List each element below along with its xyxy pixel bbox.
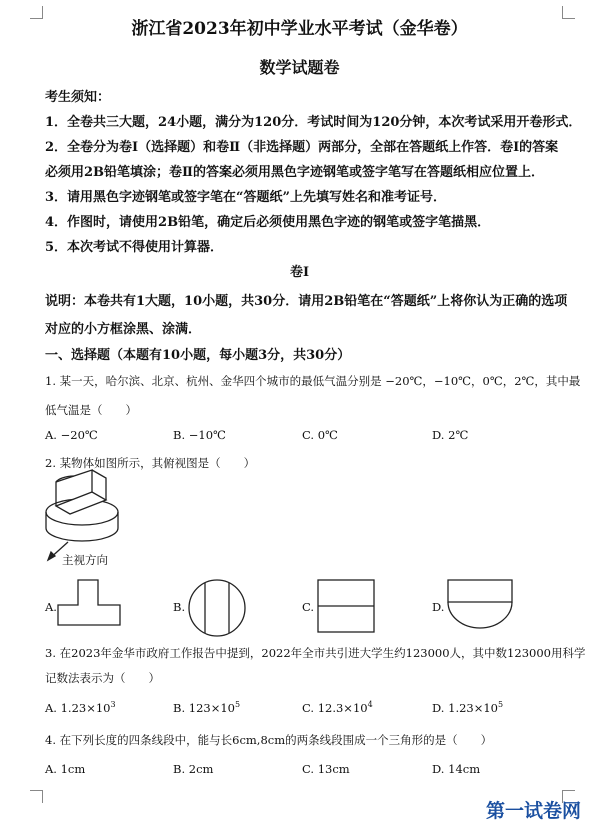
section-desc: 说明：本卷共有1大题，10小题，共30分．请用2B铅笔在“答题纸”上将你认为正确的选项 <box>45 294 568 309</box>
watermark: 第一试卷网 <box>486 800 582 822</box>
option-d: D. <box>432 600 445 614</box>
option-coefficient: B. 123×10 <box>173 700 235 715</box>
option-exponent: 3 <box>110 700 116 709</box>
option-coefficient: C. 12.3×10 <box>302 700 368 715</box>
section-heading: 一、选择题（本题有10小题，每小题3分，共30分） <box>45 348 351 363</box>
notice-heading: 考生须知： <box>45 90 111 105</box>
question-stem: 3. 在2023年金华市政府工作报告中提到，2022年全市共引进大学生约123000人，其中数123000用科学 <box>45 646 586 660</box>
option-c: C. 13cm <box>302 762 350 776</box>
option-b: B. −10℃ <box>173 428 226 442</box>
notice-line: 必须用2B铅笔填涂；卷Ⅱ的答案必须用黑色字迹钢笔或签字笔写在答题纸相应位置上． <box>45 165 544 180</box>
option-a: A. 1cm <box>45 762 86 776</box>
notice-line: 2．全卷分为卷Ⅰ（选择题）和卷Ⅱ（非选择题）两部分，全部在答题纸上作答．卷Ⅰ的答案 <box>45 140 559 155</box>
crop-mark-bottom-left <box>30 790 43 803</box>
notice-line: 5．本次考试不得使用计算器． <box>45 240 224 255</box>
option-d: D. 14cm <box>432 762 481 776</box>
option-coefficient: D. 1.23×10 <box>432 700 498 715</box>
notice-line: 4．作图时，请使用2B铅笔，确定后必须使用黑色字迹的钢笔或签字笔描黑． <box>45 215 491 230</box>
option-b-figure <box>185 580 255 650</box>
option-a: A. −20℃ <box>45 428 98 442</box>
option-b: B. 2cm <box>173 762 214 776</box>
option-d <box>432 700 503 715</box>
option-a: A. <box>45 600 57 614</box>
notice-line: 3．请用黑色字迹钢笔或签字笔在“答题纸”上先填写姓名和准考证号． <box>45 190 447 205</box>
figure-label: 主视方向 <box>62 553 108 567</box>
option-c: C. <box>302 600 315 614</box>
option-c: C. 0℃ <box>302 428 338 442</box>
option-d: D. 2℃ <box>432 428 469 442</box>
option-exponent: 4 <box>367 700 373 709</box>
notice-line: 1．全卷共三大题，24小题，满分为120分．考试时间为120分钟，本次考试采用开卷形式． <box>45 115 582 130</box>
question-stem: 2. 某物体如图所示，其俯视图是（ ） <box>45 456 256 470</box>
question-stem: 记数法表示为（ ） <box>45 671 160 685</box>
option-exponent: 5 <box>234 700 241 709</box>
option-a <box>45 700 116 715</box>
option-c-figure <box>318 580 388 640</box>
section-title: 卷Ⅰ <box>289 265 310 280</box>
question-stem: 低气温是（ ） <box>45 403 137 417</box>
option-b: B. <box>173 600 186 614</box>
option-b <box>173 700 240 715</box>
page-title: 浙江省2023年初中学业水平考试（金华卷） <box>131 19 468 39</box>
question-stem: 4. 在下列长度的四条线段中，能与长6cm,8cm的两条线段围成一个三角形的是（ ） <box>45 733 493 747</box>
page-subtitle: 数学试题卷 <box>259 58 340 77</box>
option-d-figure <box>448 580 528 640</box>
question-stem: 1. 某一天，哈尔滨、北京、杭州、金华四个城市的最低气温分别是 −20℃，−10℃，0℃，2℃，其中最 <box>45 374 581 388</box>
option-c <box>302 700 373 715</box>
option-exponent: 5 <box>498 700 504 709</box>
section-desc: 对应的小方框涂黑、涂满． <box>45 322 202 337</box>
option-a-figure <box>58 580 128 630</box>
option-coefficient: A. 1.23×10 <box>45 700 111 715</box>
